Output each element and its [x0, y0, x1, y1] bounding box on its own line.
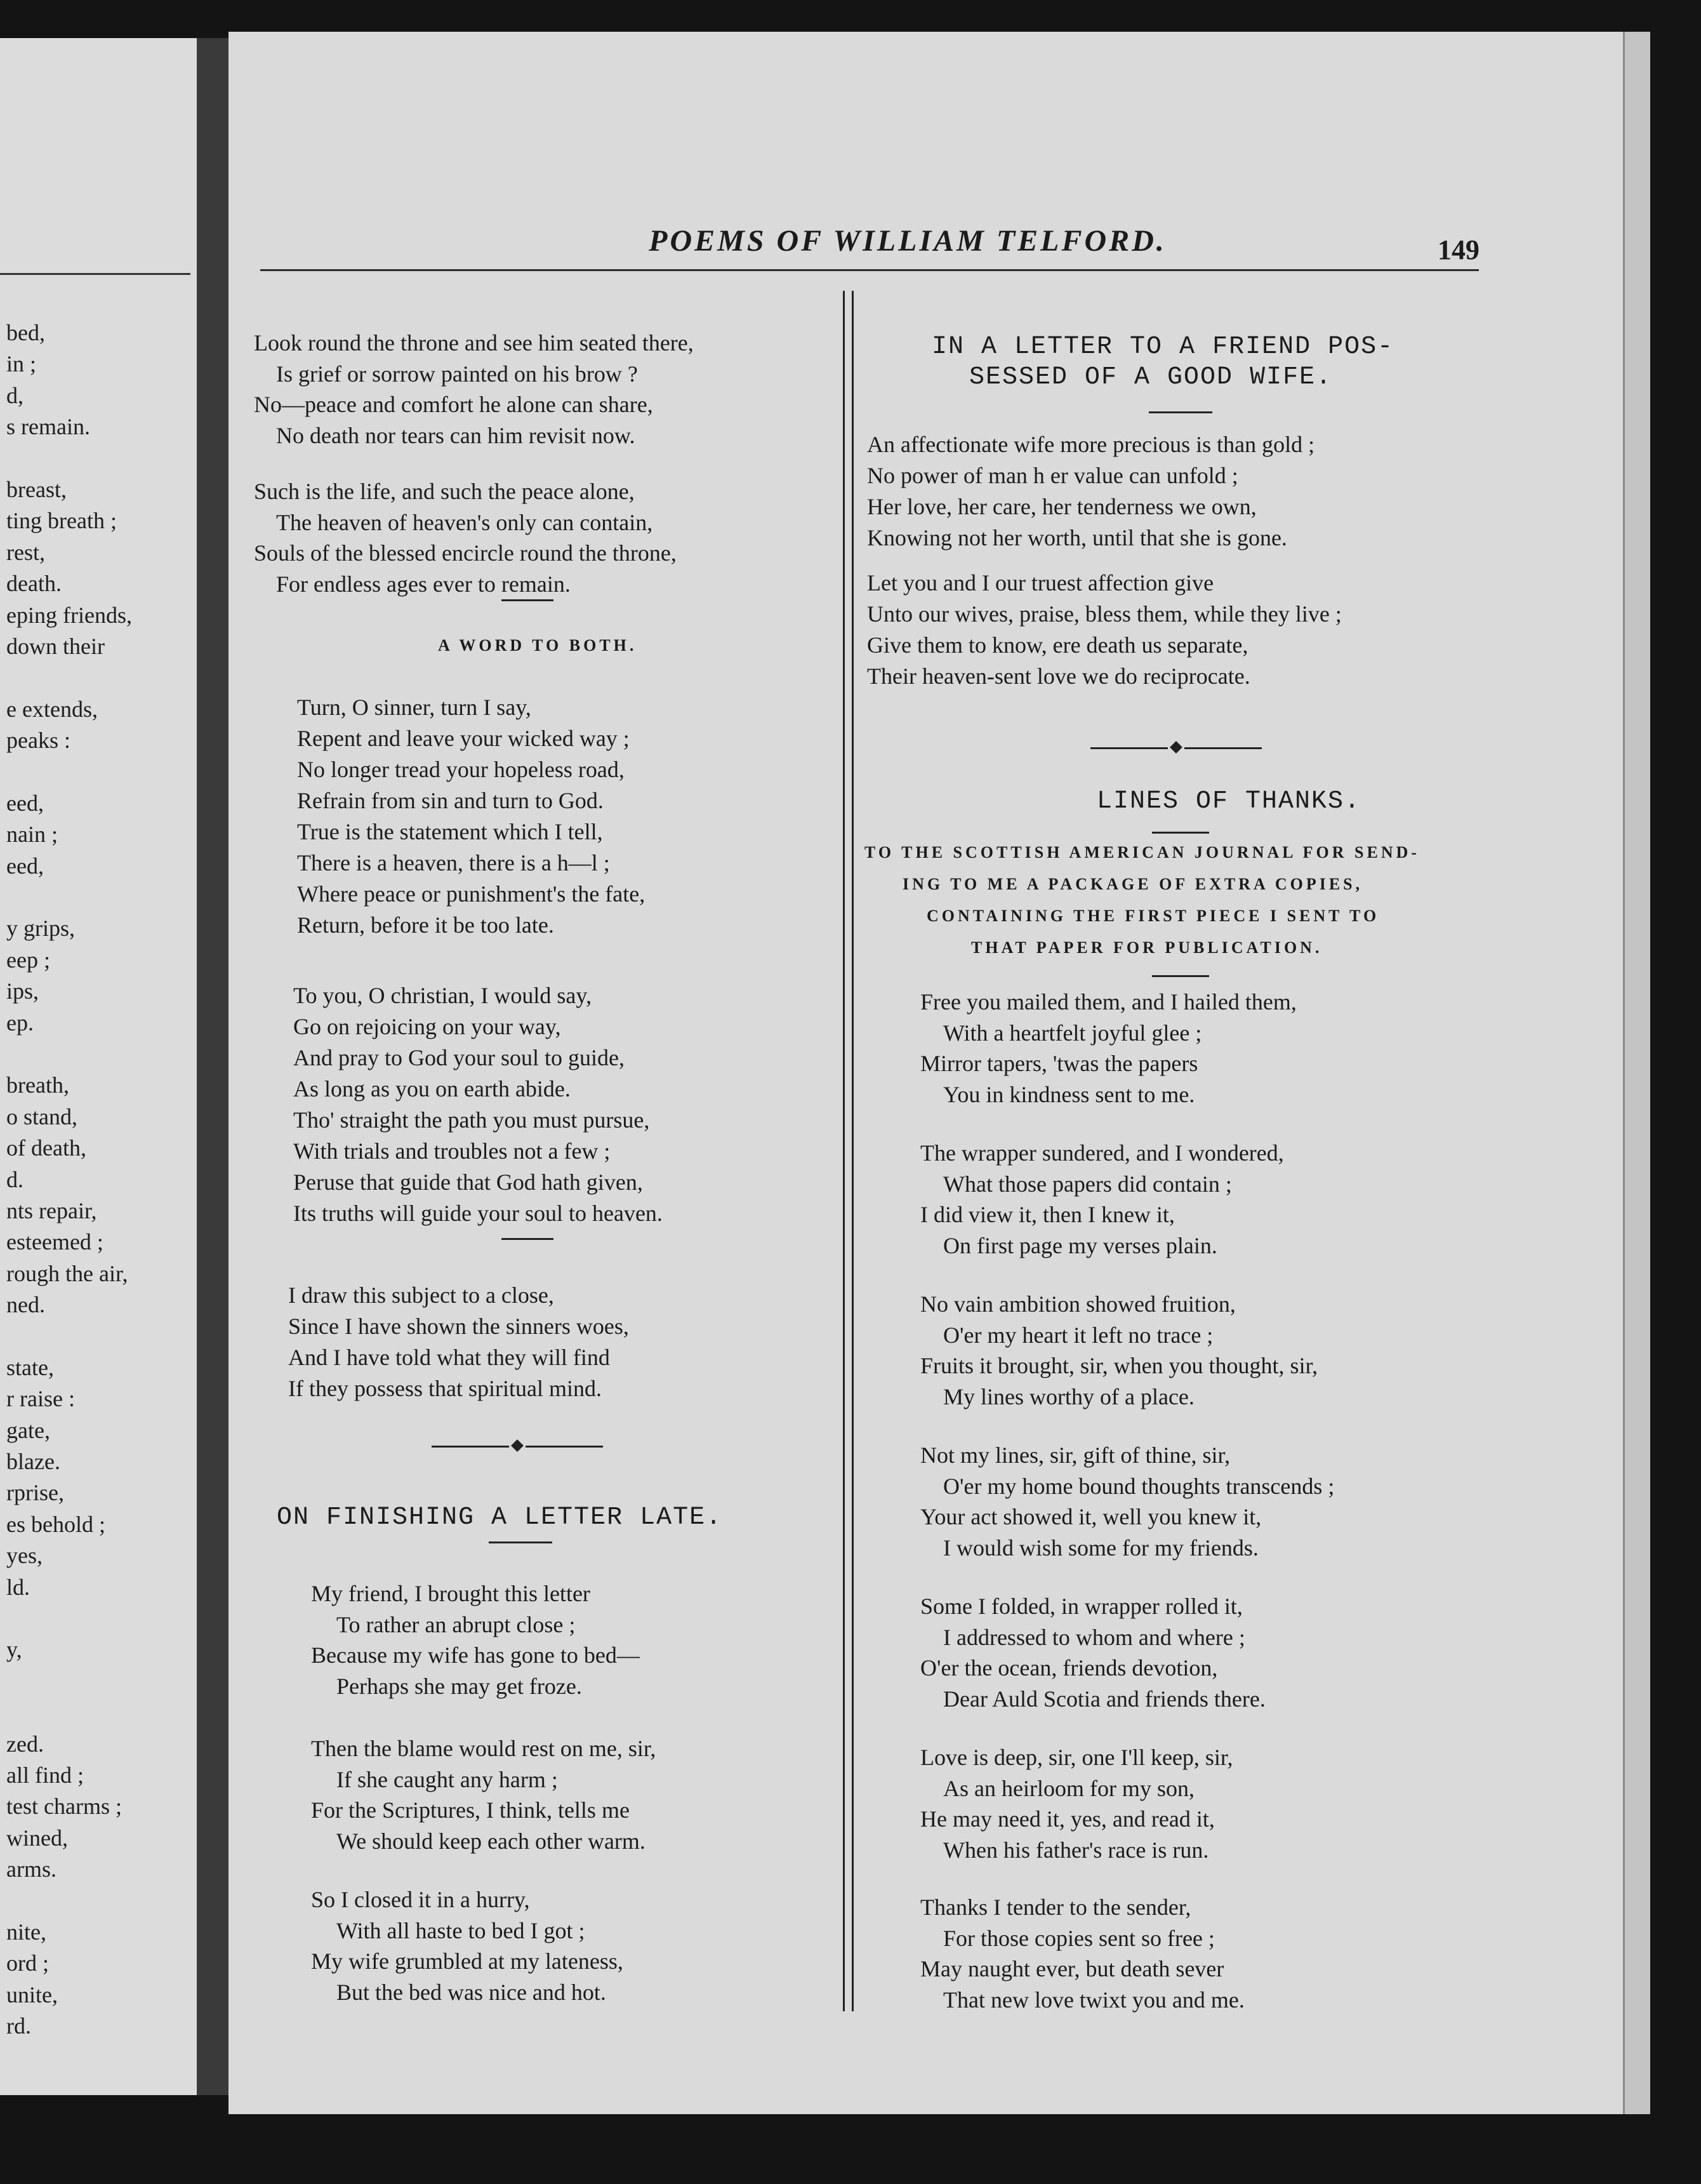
facing-page-line: eep ; — [6, 947, 50, 973]
facing-page-line: y grips, — [6, 916, 75, 942]
facing-page-text — [6, 317, 197, 2042]
facing-page-line: death. — [6, 571, 62, 597]
facing-page-line: zed. — [6, 1731, 44, 1757]
facing-page-line: gate, — [6, 1417, 50, 1443]
poem-line: With trials and troubles not a few ; — [293, 1138, 611, 1164]
facing-page-line — [6, 882, 197, 913]
poem-line: If she caught any harm ; — [336, 1766, 558, 1792]
poem-line: O'er my heart it left no trace ; — [943, 1322, 1214, 1348]
facing-page-line: peaks : — [6, 728, 70, 754]
poem-line: Souls of the blessed encircle round the throne, — [254, 540, 677, 566]
poem-line: Love is deep, sir, one I'll keep, sir, — [920, 1745, 1233, 1770]
facing-page-line: d. — [6, 1166, 23, 1192]
poem-line: I draw this subject to a close, — [288, 1282, 554, 1308]
poem-line: Thanks I tender to the sender, — [920, 1894, 1191, 1920]
facing-page-line — [6, 756, 197, 787]
poem-line: So I closed it in a hurry, — [311, 1887, 530, 1912]
poem-line: An affectionate wife more precious is than gold ; — [867, 432, 1315, 457]
poem-line: Where peace or punishment's the fate, — [297, 881, 645, 907]
facing-page-line — [6, 1603, 197, 1634]
page-edge — [1623, 32, 1650, 2114]
poem-line: True is the statement which I tell, — [297, 819, 603, 844]
poem-line: For those copies sent so free ; — [943, 1925, 1215, 1951]
poem-line: To rather an abrupt close ; — [336, 1611, 576, 1637]
facing-page-rule — [0, 273, 190, 275]
poem-line: With all haste to bed I got ; — [336, 1917, 585, 1943]
header-rule — [260, 269, 1479, 271]
poem-title-lines-of-thanks: LINES OF THANKS. — [1097, 787, 1361, 816]
facing-page-line — [6, 1697, 197, 1728]
poem-line: Knowing not her worth, until that she is gone. — [867, 525, 1287, 550]
facing-page-line: d, — [6, 382, 23, 408]
facing-page-line: o stand, — [6, 1103, 77, 1129]
poem-line: Fruits it brought, sir, when you thought, sir, — [920, 1353, 1318, 1378]
facing-page-line: down their — [6, 633, 105, 659]
poem-line: Their heaven-sent love we do reciprocate. — [867, 663, 1250, 689]
poem-line: What those papers did contain ; — [943, 1171, 1232, 1197]
poem-line: No longer tread your hopeless road, — [297, 757, 625, 782]
facing-page-line: s remain. — [6, 414, 90, 440]
poem-line: For endless ages ever to remain. — [276, 571, 571, 597]
facing-page-line: ned. — [6, 1292, 45, 1318]
poem-line: And pray to God your soul to guide, — [293, 1045, 625, 1070]
poem-line: For the Scriptures, I think, tells me — [311, 1797, 630, 1823]
poem-line: Unto our wives, praise, bless them, while they live ; — [867, 601, 1342, 627]
title-underline — [1152, 832, 1209, 834]
poem-line: Because my wife has gone to bed— — [311, 1642, 640, 1668]
poem-subtitle-line: THAT PAPER FOR PUBLICATION. — [971, 938, 1323, 957]
facing-page-line: eping friends, — [6, 602, 132, 628]
poem-line: My friend, I brought this letter — [311, 1581, 590, 1606]
poem-line: Her love, her care, her tenderness we own, — [867, 494, 1257, 519]
poem-line: Refrain from sin and turn to God. — [297, 788, 604, 813]
section-rule — [501, 1238, 553, 1240]
poem-line: Since I have shown the sinners woes, — [288, 1314, 629, 1339]
poem-line: I would wish some for my friends. — [943, 1535, 1259, 1561]
poem-line: On first page my verses plain. — [943, 1232, 1217, 1258]
poem-line: Go on rejoicing on your way, — [293, 1014, 561, 1039]
facing-page-line: in ; — [6, 351, 37, 377]
poem-line: I addressed to whom and where ; — [943, 1624, 1245, 1650]
poem-line: Your act showed it, well you knew it, — [920, 1504, 1262, 1529]
poem-line: You in kindness sent to me. — [943, 1081, 1195, 1107]
facing-page-line: yes, — [6, 1543, 43, 1569]
facing-page-line: esteemed ; — [6, 1229, 103, 1255]
poem-line: May naught ever, but death sever — [920, 1956, 1224, 1981]
facing-page-line: ips, — [6, 978, 39, 1004]
poem-line: Then the blame would rest on me, sir, — [311, 1736, 656, 1761]
facing-page-fragment — [0, 38, 197, 2095]
poem-line: If they possess that spiritual mind. — [288, 1376, 602, 1401]
book-page — [228, 32, 1650, 2114]
facing-page-line: breast, — [6, 476, 67, 502]
facing-page-line: ep. — [6, 1009, 34, 1035]
facing-page-line: all find ; — [6, 1762, 84, 1788]
facing-page-line: rest, — [6, 539, 45, 565]
poem-title-finishing-letter: ON FINISHING A LETTER LATE. — [277, 1503, 723, 1532]
facing-page-line — [6, 1886, 197, 1917]
poem-line: And I have told what they will find — [288, 1345, 610, 1370]
poem-line: The heaven of heaven's only can contain, — [276, 509, 653, 535]
poem-line: Is grief or sorrow painted on his brow ? — [276, 361, 638, 387]
poem-line: With a heartfelt joyful glee ; — [943, 1020, 1202, 1046]
poem-line: Such is the life, and such the peace alone, — [254, 479, 635, 504]
poem-line: Tho' straight the path you must pursue, — [293, 1107, 650, 1133]
book-gutter — [197, 38, 228, 2095]
facing-page-line: unite, — [6, 1981, 58, 2008]
facing-page-line: eed, — [6, 790, 44, 816]
poem-line: I did view it, then I knew it, — [920, 1202, 1175, 1227]
facing-page-line: rough the air, — [6, 1260, 128, 1286]
facing-page-line — [6, 1039, 197, 1070]
poem-line: Dear Auld Scotia and friends there. — [943, 1686, 1266, 1712]
poem-line: No—peace and comfort he alone can share, — [254, 392, 653, 417]
poem-title-word-to-both: A WORD TO BOTH. — [438, 636, 637, 655]
facing-page-line: test charms ; — [6, 1794, 122, 1820]
poem-line: Perhaps she may get froze. — [336, 1673, 582, 1699]
poem-line: When his father's race is run. — [943, 1837, 1209, 1863]
facing-page-line: r raise : — [6, 1386, 75, 1412]
facing-page-line: es behold ; — [6, 1511, 105, 1537]
facing-page-line: nts repair, — [6, 1197, 97, 1223]
poem-line: My wife grumbled at my lateness, — [311, 1948, 623, 1974]
page-number: 149 — [1438, 234, 1479, 265]
facing-page-line: rprise, — [6, 1480, 64, 1506]
poem-line: As an heirloom for my son, — [943, 1775, 1195, 1801]
poem-line: No vain ambition showed fruition, — [920, 1291, 1236, 1317]
poem-line: We should keep each other warm. — [336, 1828, 645, 1854]
poem-line: But the bed was nice and hot. — [336, 1979, 606, 2005]
facing-page-line: ld. — [6, 1574, 30, 1600]
facing-page-line: ord ; — [6, 1950, 49, 1976]
facing-page-line: of death, — [6, 1135, 86, 1161]
poem-line: That new love twixt you and me. — [943, 1987, 1245, 2013]
facing-page-line: nain ; — [6, 822, 58, 848]
column-divider — [843, 291, 854, 2011]
poem-title-letter-line-2: SESSED OF A GOOD WIFE. — [969, 363, 1333, 392]
poem-line: O'er the ocean, friends devotion, — [920, 1655, 1218, 1681]
poem-line: Peruse that guide that God hath given, — [293, 1169, 643, 1195]
facing-page-line: e extends, — [6, 696, 98, 722]
facing-page-line: y, — [6, 1637, 22, 1663]
facing-page-line: eed, — [6, 853, 44, 879]
facing-page-line: ting breath ; — [6, 508, 117, 534]
poem-line: Mirror tapers, 'twas the papers — [920, 1051, 1198, 1076]
section-rule — [501, 599, 553, 601]
poem-line: He may need it, yes, and read it, — [920, 1806, 1215, 1832]
ornament-divider — [1090, 742, 1262, 754]
facing-page-line: arms. — [6, 1856, 56, 1882]
poem-line: Turn, O sinner, turn I say, — [297, 695, 531, 720]
poem-line: No power of man h er value can unfold ; — [867, 463, 1238, 488]
poem-title-letter-line-1: IN A LETTER TO A FRIEND POS- — [932, 333, 1394, 361]
facing-page-line: rd. — [6, 2013, 31, 2039]
poem-line: There is a heaven, there is a h—l ; — [297, 850, 610, 876]
poem-line: Repent and leave your wicked way ; — [297, 726, 630, 751]
title-underline — [489, 1541, 552, 1543]
poem-line: The wrapper sundered, and I wondered, — [920, 1140, 1284, 1166]
facing-page-line: blaze. — [6, 1449, 60, 1475]
poem-line: Free you mailed them, and I hailed them, — [920, 989, 1297, 1015]
facing-page-line: nite, — [6, 1919, 46, 1945]
poem-line: Its truths will guide your soul to heaven. — [293, 1201, 663, 1226]
poem-line: Give them to know, ere death us separate, — [867, 632, 1248, 658]
poem-line: No death nor tears can him revisit now. — [276, 422, 635, 448]
poem-line: Look round the throne and see him seated there, — [254, 330, 694, 356]
poem-line: As long as you on earth abide. — [293, 1076, 571, 1102]
facing-page-line: breath, — [6, 1072, 69, 1098]
facing-page-line: bed, — [6, 320, 45, 345]
facing-page-line — [6, 662, 197, 693]
title-underline — [1149, 411, 1212, 413]
poem-subtitle-line: ING TO ME A PACKAGE OF EXTRA COPIES, — [903, 875, 1363, 893]
poem-line: To you, O christian, I would say, — [293, 983, 592, 1008]
subtitle-underline — [1152, 975, 1209, 977]
poem-subtitle-line: TO THE SCOTTISH AMERICAN JOURNAL FOR SEND- — [864, 843, 1420, 862]
poem-line: Not my lines, sir, gift of thine, sir, — [920, 1442, 1231, 1468]
running-head: POEMS OF WILLIAM TELFORD. — [649, 224, 1167, 258]
facing-page-line — [6, 1321, 197, 1352]
poem-line: Some I folded, in wrapper rolled it, — [920, 1594, 1243, 1619]
poem-line: O'er my home bound thoughts transcends ; — [943, 1473, 1335, 1499]
poem-subtitle-line: CONTAINING THE FIRST PIECE I SENT TO — [927, 907, 1380, 925]
ornament-divider — [432, 1440, 603, 1453]
facing-page-line — [6, 443, 197, 474]
poem-line: Let you and I our truest affection give — [867, 570, 1214, 596]
facing-page-line — [6, 1666, 197, 1697]
facing-page-line: state, — [6, 1354, 54, 1380]
poem-line: My lines worthy of a place. — [943, 1383, 1195, 1409]
poem-line: Return, before it be too late. — [297, 912, 554, 938]
facing-page-line: wined, — [6, 1825, 68, 1851]
